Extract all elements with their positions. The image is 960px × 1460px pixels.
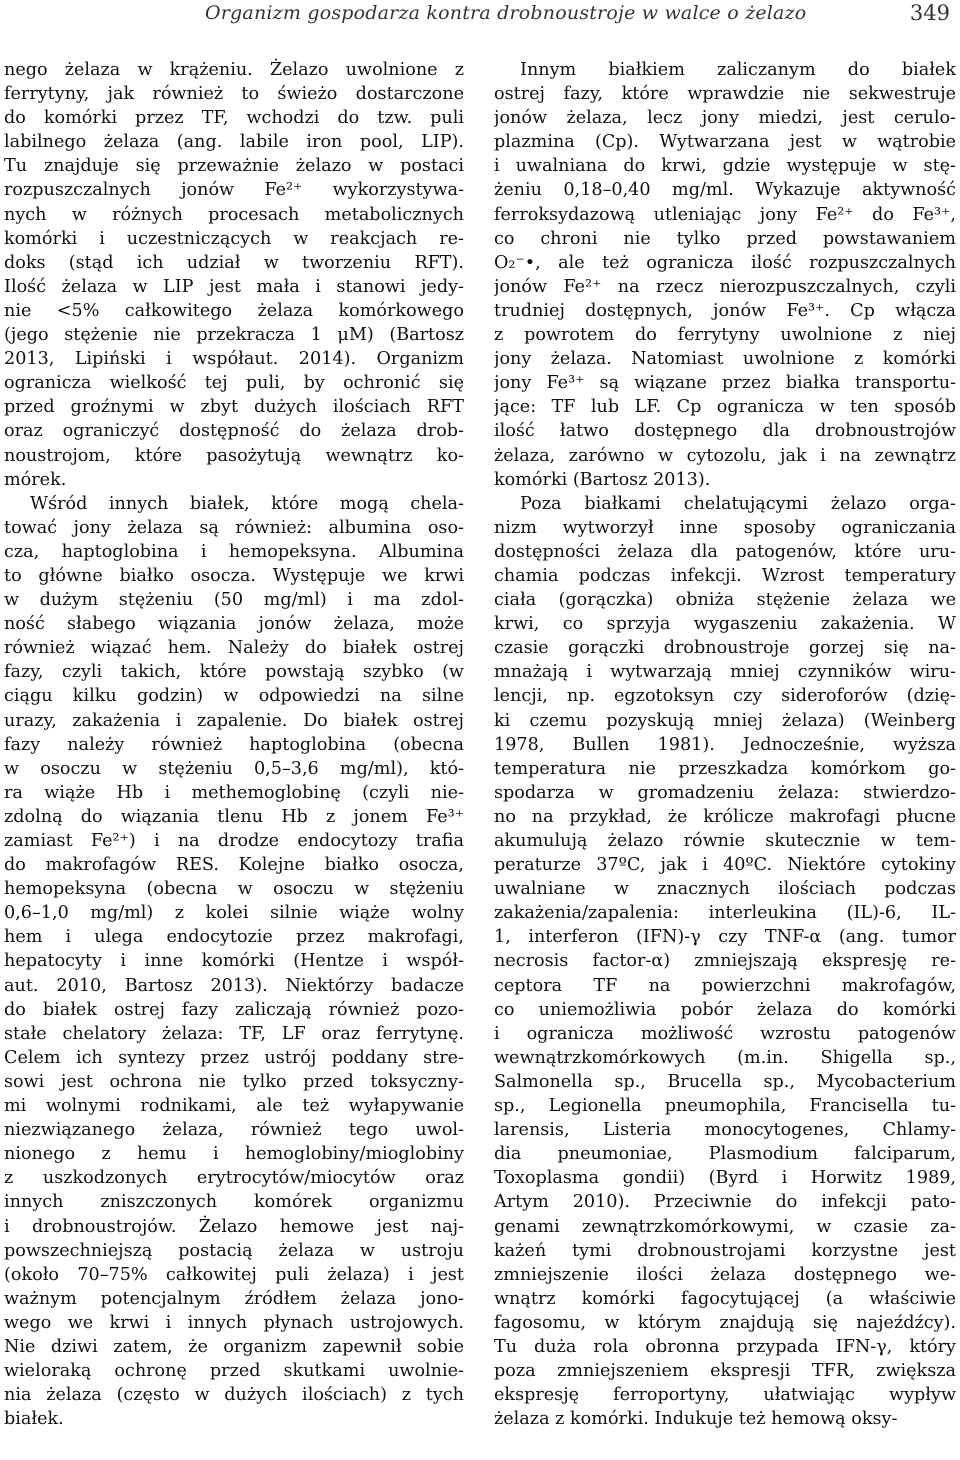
- text-line: jony żelaza. Natomiast uwolnione z komórki: [494, 349, 956, 370]
- text-line: dia pneumoniae, Plasmodium falciparum,: [494, 1144, 956, 1165]
- text-line: uwalniane w znacznych ilościach podczas: [494, 879, 956, 900]
- text-line: przed groźnymi w zbyt dużych ilościach RFT: [4, 397, 464, 418]
- text-line: mórek.: [4, 469, 67, 490]
- text-line: stałe chelatory żelaza: TF, LF oraz ferrytynę.: [4, 1023, 464, 1044]
- text-line: nych w różnych procesach metabolicznych: [4, 204, 464, 225]
- text-line: wego we krwi i innych płynach ustrojowych.: [4, 1312, 464, 1333]
- text-line: 0,6–1,0 mg/ml) z kolei silnie wiąże wolny: [4, 903, 464, 924]
- left-text-column: [4, 58, 464, 1431]
- text-line: noustrojom, które pasożytują wewnątrz ko-: [4, 445, 464, 466]
- text-line: trudniej dostępnych, jonów Fe³⁺. Cp włącza: [494, 300, 956, 321]
- text-line: jące: TF lub LF. Cp ogranicza w ten sposób: [494, 397, 956, 418]
- text-line: co chroni nie tylko przed powstawaniem: [494, 228, 956, 249]
- text-line: no na przykład, że królicze makrofagi płucne: [494, 806, 956, 827]
- text-line: 1, interferon (IFN)-γ czy TNF-α (ang. tumor: [494, 927, 956, 948]
- text-line: hepatocyty i inne komórki (Hentze i współ-: [4, 951, 464, 972]
- text-line: Celem ich syntezy przez ustrój poddany stre-: [4, 1047, 464, 1068]
- text-line: Innym białkiem zaliczanym do białek: [520, 60, 956, 80]
- text-line: temperatura nie przeszkadza komórkom go-: [494, 758, 956, 779]
- text-line: peraturze 37ºC, jak i 40ºC. Niektóre cytokiny: [494, 855, 956, 876]
- text-line: ciągu kilku godzin) w odpowiedzi na silne: [4, 686, 464, 707]
- text-line: necrosis factor-α) zmniejszają ekspresję re-: [494, 951, 956, 972]
- text-line: spodarza w gromadzeniu żelaza: stwierdzo-: [494, 782, 956, 803]
- text-line: O₂⁻•, ale też ogranicza ilość rozpuszczalnych: [494, 252, 956, 273]
- text-line: oraz ograniczyć dostępność do żelaza drob-: [4, 421, 464, 442]
- text-line: i drobnoustrojów. Żelazo hemowe jest naj-: [4, 1216, 464, 1237]
- text-line: Tu duża rola obronna przypada IFN-γ, który: [494, 1336, 956, 1357]
- text-line: ki czemu pozyskują mniej żelaza) (Weinberg: [494, 710, 956, 731]
- text-line: co uniemożliwia pobór żelaza do komórki: [494, 999, 956, 1020]
- text-line: żeniu 0,18–0,40 mg/ml. Wykazuje aktywność: [494, 180, 956, 201]
- text-line: zdolną do wiązania tlenu Hb z jonem Fe³⁺: [4, 806, 464, 827]
- text-line: ogranicza wielkość tej puli, by ochronić się: [4, 373, 464, 394]
- running-title: Organizm gospodarza kontra drobnoustroje w walce o żelazo: [205, 2, 807, 24]
- text-line: w osoczu w stężeniu 0,5–3,6 mg/ml), któ-: [4, 758, 464, 779]
- text-line: labilnego żelaza (ang. labile iron pool, LIP).: [4, 132, 464, 153]
- text-line: do komórki przez TF, wchodzi do tzw. puli: [4, 108, 464, 129]
- text-line: komórki (Bartosz 2013).: [494, 469, 711, 490]
- text-line: mnażają i wytwarzają mniej czynników wiru-: [494, 662, 956, 683]
- text-line: sowi jest ochrona nie tylko przed toksyczny-: [4, 1071, 464, 1092]
- text-line: ność słabego wiązania jonów żelaza, może: [4, 614, 464, 635]
- text-line: rozpuszczalnych jonów Fe²⁺ wykorzystywa-: [4, 180, 464, 201]
- text-line: nie <5% całkowitego żelaza komórkowego: [4, 300, 464, 321]
- text-line: ferrytyny, jak również to świeżo dostarczone: [4, 84, 464, 105]
- text-line: plazmina (Cp). Wytwarzana jest w wątrobie: [494, 132, 956, 153]
- text-line: do białek ostrej fazy zaliczają również pozo-: [4, 999, 464, 1020]
- text-line: do makrofagów RES. Kolejne białko osocza,: [4, 855, 464, 876]
- text-line: Artym 2010). Przeciwnie do infekcji pato-: [494, 1192, 956, 1213]
- text-line: żelaza, zarówno w cytozolu, jak i na zewnątrz: [494, 445, 956, 466]
- text-line: Poza białkami chelatującymi żelazo orga-: [520, 493, 956, 514]
- text-line: dostępności żelaza dla patogenów, które uru-: [494, 541, 956, 562]
- text-line: powszechniejszą postacią żelaza w ustroju: [4, 1240, 464, 1261]
- text-line: tować jony żelaza są również: albumina oso-: [4, 517, 464, 538]
- text-line: 1978, Bullen 1981). Jednocześnie, wyższa: [494, 734, 956, 755]
- text-line: larensis, Listeria monocytogenes, Chlamy-: [494, 1120, 956, 1141]
- page-header: [0, 0, 960, 40]
- text-line: fazy, czyli takich, które powstają szybko (w: [4, 662, 464, 683]
- text-line: nionego z hemu i hemoglobiny/mioglobiny: [4, 1144, 464, 1165]
- text-line: fagosomu, w którym znajdują się najeźdźcy).: [494, 1312, 956, 1333]
- text-line: Nie dziwi zatem, że organizm zapewnił sobie: [4, 1336, 464, 1357]
- text-line: Salmonella sp., Brucella sp., Mycobacterium: [494, 1071, 956, 1092]
- text-line: niezwiązanego żelaza, również tego uwol-: [4, 1120, 464, 1141]
- text-line: ceptora TF na powierzchni makrofagów,: [494, 975, 956, 996]
- text-line: i uwalniana do krwi, gdzie występuje w stę-: [494, 156, 956, 177]
- text-line: Tu znajduje się przeważnie żelazo w postaci: [4, 156, 464, 177]
- page-number: 349: [909, 1, 950, 25]
- text-line: ekspresję ferroportyny, ułatwiając wypływ: [494, 1385, 956, 1406]
- text-line: czasie gorączki drobnoustroje gorzej się na-: [494, 638, 956, 659]
- text-line: urazy, zakażenia i zapalenie. Do białek ostrej: [4, 710, 464, 731]
- text-line: również wiązać hem. Należy do białek ostrej: [4, 638, 464, 659]
- text-line: wnątrz komórki fagocytującej (a właściwie: [494, 1288, 956, 1309]
- text-line: cza, haptoglobina i hemopeksyna. Albumina: [4, 541, 464, 562]
- text-line: jony Fe³⁺ są wiązane przez białka transportu-: [494, 373, 956, 394]
- text-line: Wśród innych białek, które mogą chela-: [30, 493, 464, 514]
- right-text-column: [494, 58, 956, 1431]
- text-line: genami zewnątrzkomórkowymi, w czasie za-: [494, 1216, 956, 1237]
- text-line: i ogranicza możliwość wzrostu patogenów: [494, 1023, 956, 1044]
- text-line: ciała (gorączka) obniża stężenie żelaza we: [494, 590, 956, 611]
- text-line: (około 70–75% całkowitej puli żelaza) i jest: [4, 1264, 464, 1285]
- text-line: mi wolnymi rodnikami, ale też wyłapywanie: [4, 1096, 464, 1117]
- text-line: poza zmniejszeniem ekspresji TFR, zwiększa: [494, 1361, 956, 1382]
- text-line: zamiast Fe²⁺) i na drodze endocytozy trafia: [4, 831, 464, 851]
- text-line: każeń tymi drobnoustrojami korzystne jest: [494, 1240, 956, 1261]
- text-line: ra wiąże Hb i methemoglobinę (czyli nie-: [4, 782, 464, 803]
- text-line: Ilość żelaza w LIP jest mała i stanowi jedy-: [4, 276, 464, 297]
- text-line: zakażenia/zapalenia: interleukina (IL)-6, IL-: [494, 903, 956, 924]
- text-line: (jego stężenie nie przekracza 1 μM) (Bartosz: [4, 325, 464, 346]
- text-line: wieloraką ochronę przed skutkami uwolnie-: [4, 1361, 464, 1382]
- text-line: jonów żelaza, lecz jony miedzi, jest cerulo-: [494, 108, 956, 129]
- text-line: z powrotem do ferrytyny uwolnione z niej: [494, 325, 956, 346]
- text-line: nego żelaza w krążeniu. Żelazo uwolnione z: [4, 60, 464, 80]
- text-line: ważnym potencjalnym źródłem żelaza jono-: [4, 1288, 464, 1309]
- text-line: ilość łatwo dostępnego dla drobnoustrojów: [494, 421, 956, 442]
- text-line: to główne białko osocza. Występuje we krwi: [4, 565, 464, 586]
- text-line: sp., Legionella pneumophila, Francisella tu-: [494, 1096, 956, 1117]
- text-line: białek.: [4, 1409, 64, 1430]
- text-line: krwi, co sprzyja wygaszeniu zakażenia. W: [494, 614, 956, 635]
- text-line: chamia podczas infekcji. Wzrost temperatury: [494, 565, 956, 586]
- text-line: doks (stąd ich udział w tworzeniu RFT).: [4, 252, 464, 273]
- text-line: ferroksydazową utleniając jony Fe²⁺ do Fe³⁺,: [494, 204, 956, 225]
- text-line: hem i ulega endocytozie przez makrofagi,: [4, 927, 464, 948]
- text-line: ostrej fazy, które wprawdzie nie sekwestruje: [494, 84, 956, 105]
- text-line: wewnątrzkomórkowych (m.in. Shigella sp.,: [494, 1047, 956, 1068]
- text-line: w dużym stężeniu (50 mg/ml) i ma zdol-: [4, 590, 464, 611]
- text-line: aut. 2010, Bartosz 2013). Niektórzy badacze: [4, 975, 464, 996]
- text-line: jonów Fe²⁺ na rzecz nierozpuszczalnych, czyli: [494, 276, 956, 297]
- text-line: Toxoplasma gondii) (Byrd i Horwitz 1989,: [494, 1168, 956, 1189]
- text-line: nia żelaza (często w dużych ilościach) z tych: [4, 1385, 464, 1406]
- text-line: fazy należy również haptoglobina (obecna: [4, 734, 464, 755]
- text-line: żelaza z komórki. Indukuje też hemową oksy-: [494, 1409, 898, 1430]
- text-line: zmniejszenie ilości żelaza dostępnego we-: [494, 1264, 956, 1285]
- text-line: akumulują żelazo równie skutecznie w tem-: [494, 831, 956, 851]
- text-line: innych zniszczonych komórek organizmu: [4, 1192, 464, 1213]
- text-line: hemopeksyna (obecna w osoczu w stężeniu: [4, 879, 464, 900]
- text-line: lencji, np. egzotoksyn czy sideroforów (dzię-: [494, 686, 956, 707]
- text-line: nizm wytworzył inne sposoby ograniczania: [494, 517, 956, 538]
- text-line: z uszkodzonych erytrocytów/miocytów oraz: [4, 1168, 464, 1189]
- text-line: 2013, Lipiński i współaut. 2014). Organizm: [4, 349, 464, 370]
- text-line: komórki i uczestniczących w reakcjach re-: [4, 228, 464, 249]
